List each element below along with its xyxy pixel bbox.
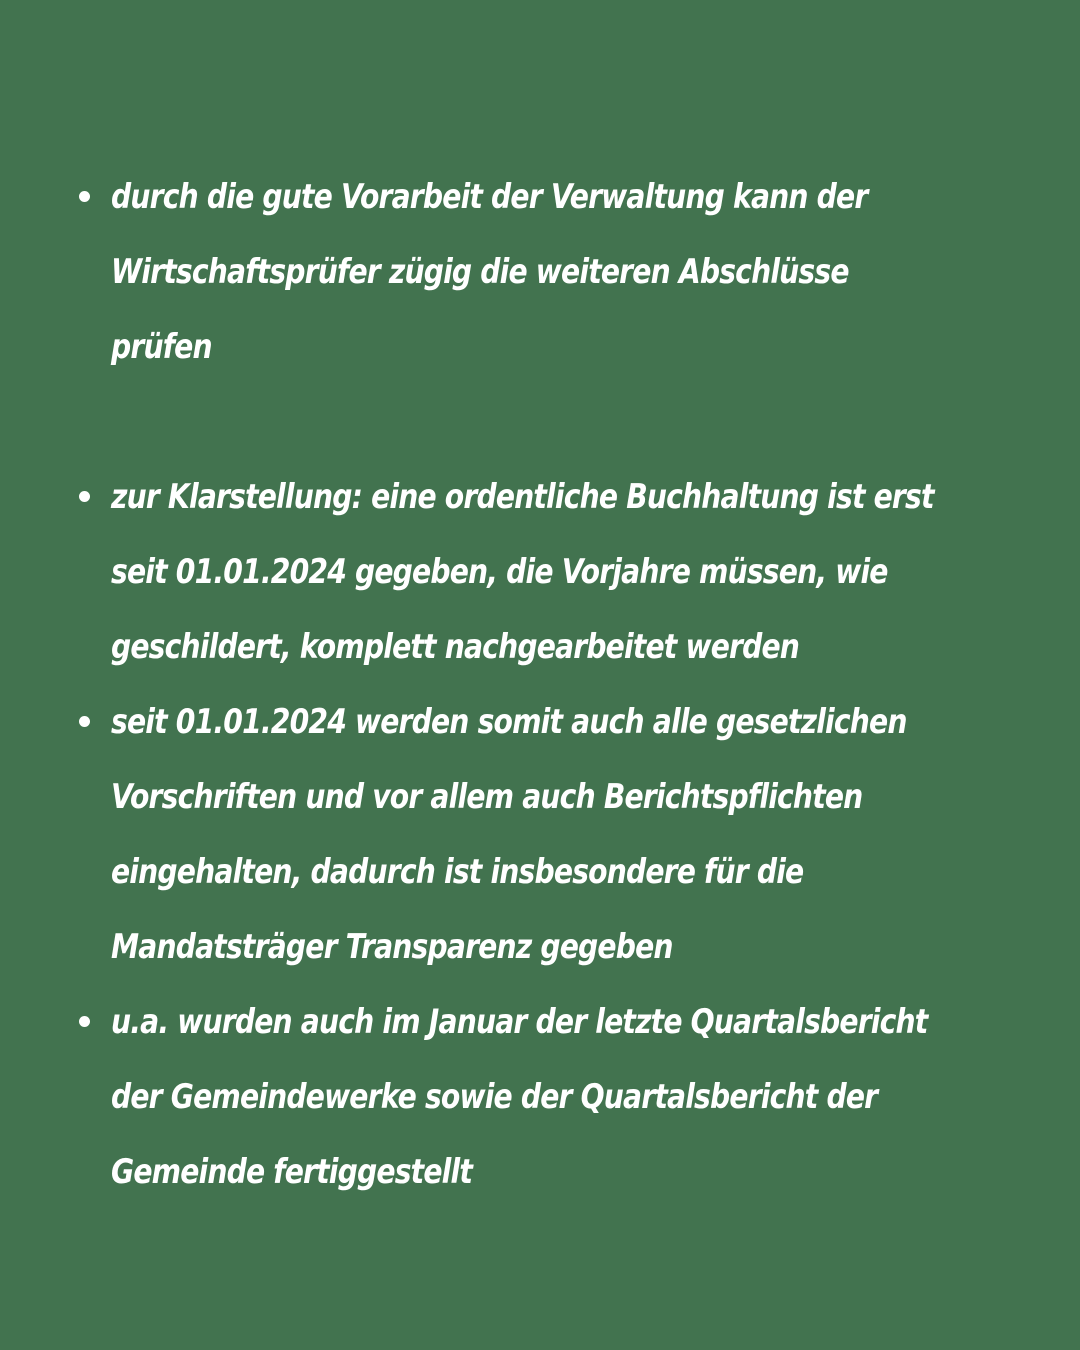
text-line: Gemeinde fertiggestellt <box>111 1152 472 1192</box>
bullet-content <box>0 160 1080 1210</box>
list-item <box>0 685 1080 985</box>
list-item <box>0 985 1080 1210</box>
text-line: Wirtschaftsprüfer zügig die weiteren Abschlüsse <box>111 252 849 292</box>
list-item-text <box>111 985 1041 1210</box>
text-line: Vorschriften und vor allem auch Berichtspflichten <box>111 777 863 817</box>
text-line: prüfen <box>111 327 212 367</box>
text-line: geschildert, komplett nachgearbeitet werden <box>111 627 800 667</box>
text-line: der Gemeindewerke sowie der Quartalsbericht der <box>111 1077 878 1117</box>
bullet-dot-icon <box>79 191 90 202</box>
bullet-list <box>0 160 1080 1210</box>
list-item-text <box>111 460 1041 685</box>
text-line: Mandatsträger Transparenz gegeben <box>111 927 673 967</box>
bullet-dot-icon <box>79 1016 90 1027</box>
text-line: u.a. wurden auch im Januar der letzte Quartalsbericht <box>111 1002 928 1042</box>
text-line: seit 01.01.2024 werden somit auch alle gesetzlichen <box>111 702 907 742</box>
text-line: seit 01.01.2024 gegeben, die Vorjahre müssen, wie <box>111 552 888 592</box>
text-line: durch die gute Vorarbeit der Verwaltung kann der <box>111 177 868 217</box>
text-line: zur Klarstellung: eine ordentliche Buchhaltung ist erst <box>111 477 934 517</box>
bullet-dot-icon <box>79 716 90 727</box>
list-item-text <box>111 160 1041 385</box>
list-item-text <box>111 685 1041 985</box>
bullet-dot-icon <box>79 491 90 502</box>
list-spacer <box>0 385 1080 460</box>
text-line: eingehalten, dadurch ist insbesondere für die <box>111 852 804 892</box>
list-item <box>0 460 1080 685</box>
list-item <box>0 160 1080 385</box>
